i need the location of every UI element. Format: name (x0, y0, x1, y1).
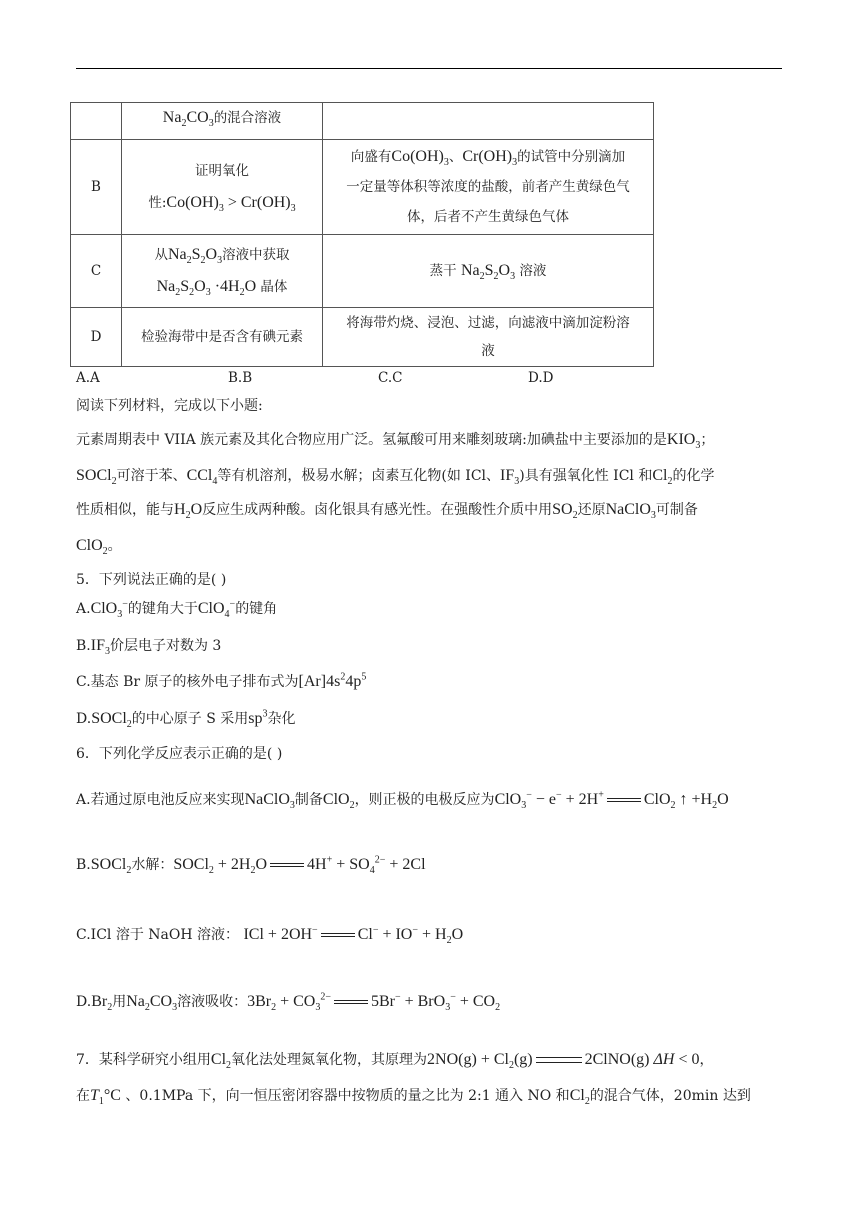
row-label: C (71, 235, 122, 308)
operation-line: 一定量等体积等浓度的盐酸，前者产生黄绿色气 (346, 179, 630, 195)
q7-line1: 7．某科学研究小组用$Cl_2$氧化法处理氮氧化物，其原理为$2NO(g) + Cl_2(g)$ 2ClNO(g) ΔH < 0， (76, 1051, 714, 1072)
row-label (71, 103, 122, 140)
purpose-line: 从$Na_2S_2O_3$溶液中获取 (154, 246, 290, 267)
header-rule (76, 68, 782, 69)
q5-option-c[interactable]: C.基态 Br 原子的核外电子排布式为$[Ar]4s^24p^5$ (76, 671, 367, 690)
choice-a[interactable]: A.A (76, 370, 100, 386)
purpose-line: $Na_2S_2O_3 \cdot 4H_2O$ 晶体 (156, 278, 288, 299)
material-line: 性质相似，能与$H_2O$反应生成两种酸。卤化银具有感光性。在强酸性介质中用$SO_2$还原NaClO$_3$可制备 (76, 501, 698, 522)
material-line: 元素周期表中 VIIA 族元素及其化合物应用广泛。氢氟酸可用来雕刻玻璃:加碘盐中主要添加的是$KIO_3$； (76, 431, 715, 452)
material-intro: 阅读下列材料，完成以下小题: (76, 398, 263, 414)
q6-option-b[interactable]: B.SOCl$_2$水解：SOCl$_2$ + $2H_2O$ $4H^+ + SO_4^{2-} + 2Cl$ (76, 854, 426, 877)
operation-line: 体，后者不产生黄绿色气体 (407, 209, 569, 225)
choice-b[interactable]: B.B (228, 370, 253, 386)
material-line: ClO$_2$。 (76, 537, 122, 558)
q7-line2: 在$T_1^\circ C$ 、0.1MPa 下，向一恒压密闭容器中按物质的量之比为 2:1 通入 NO 和$Cl_2$的混合气体，20min 达到 (76, 1087, 751, 1108)
q6-option-d[interactable]: $D.Br_2$用$Na_2CO_3$溶液吸收：$3Br_2 + CO_3^{2-}$ $5Br^- + BrO_3^- + CO_2$ (76, 991, 501, 1014)
q6-stem: 6．下列化学反应表示正确的是( ) (76, 746, 283, 762)
experiment-table (70, 102, 654, 367)
table-row (71, 308, 654, 367)
q5-option-d[interactable]: D.SOCl$_2$的中心原子 S 采用$sp^3$杂化 (76, 708, 296, 731)
material-line: SOCl$_2$可溶于苯、CCl$_4$等有机溶剂，极易水解；卤素互化物(如 ICl、$IF_3$)具有强氧化性 ICl 和$Cl_2$的化学 (76, 467, 715, 488)
operation-line: 向盛有$Co(OH)_3$、$Cr(OH)_3$的试管中分别滴加 (350, 148, 626, 169)
purpose-line: 证明氧化 (195, 163, 249, 179)
q5-option-a[interactable]: A.ClO$_3$−的键角大于ClO$_4$−的键角 (76, 598, 278, 621)
table-row (71, 103, 654, 140)
row-operation (323, 308, 654, 367)
row-label: B (71, 140, 122, 235)
choice-d[interactable]: D.D (528, 370, 554, 386)
q6-option-a[interactable]: A.若通过原电池反应来实现NaClO$_3$制备ClO$_2$，则正极的电极反应为ClO$_3$− − e− + 2H+ ClO$_2$ ↑ $+H_2O$ (76, 789, 729, 812)
row-purpose (122, 235, 323, 308)
purpose-line: 性$:Co(OH)_3 > Cr(OH)_3$ (148, 194, 296, 215)
table-row (71, 235, 654, 308)
row-operation (323, 103, 654, 140)
operation-line: 液 (481, 343, 495, 359)
row-purpose: 检验海带中是否含有碘元素 (122, 308, 323, 367)
table-row (71, 140, 654, 235)
choice-c[interactable]: C.C (378, 370, 403, 386)
operation-line: 将海带灼烧、浸泡、过滤，向滤液中滴加淀粉溶 (346, 315, 630, 331)
row-label: D (71, 308, 122, 367)
row-operation (323, 140, 654, 235)
row-operation: 蒸干 $Na_2S_2O_3$ 溶液 (323, 235, 654, 308)
row-purpose (122, 140, 323, 235)
row-purpose: $Na_2CO_3$的混合溶液 (122, 103, 323, 140)
q6-option-c[interactable]: C.ICl 溶于 NaOH 溶液： ICl + 2OH− $Cl^- + IO^- + H_2O$ (76, 924, 464, 947)
q5-option-b[interactable]: $B.IF_3$价层电子对数为 3 (76, 637, 222, 658)
q5-stem: 5．下列说法正确的是( ) (76, 572, 227, 588)
